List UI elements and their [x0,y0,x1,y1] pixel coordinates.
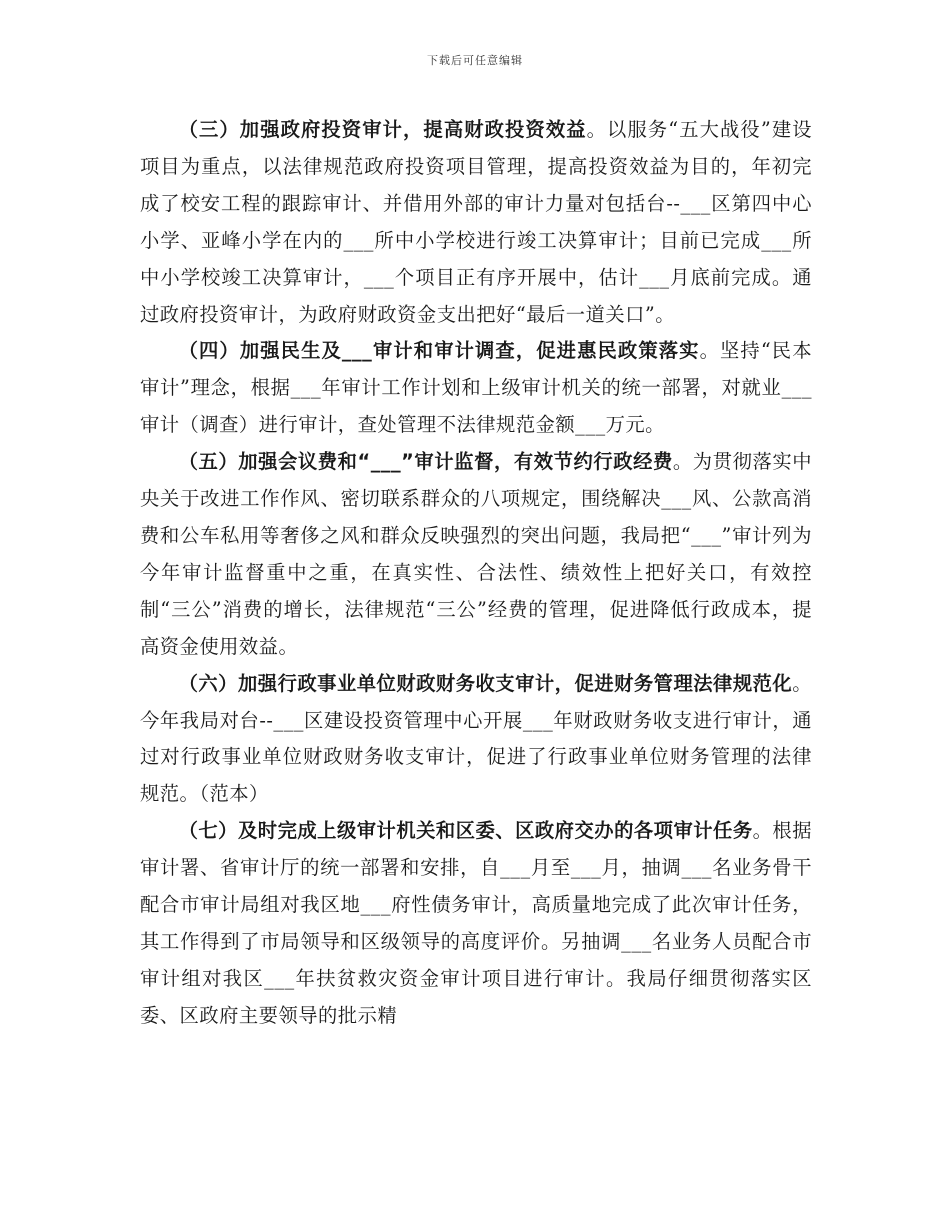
paragraph-6 [140,666,812,814]
paragraph-heading: （七）及时完成上级审计机关和区委、区政府交办的各项审计任务 [178,819,753,843]
paragraph-text: 。以服务“五大战役”建设项目为重点，以法律规范政府投资项目管理，提高投资效益为目的，年初完成了校安工程的跟踪审计、并借用外部的审计力量对包括台--___区第四中心小学、亚峰小学在内的___所中小学校进行竣工决算审计；目前已完成___所中小学校竣工决算审计，___个项目正有序开展中，估计___月底前完成。通过政府投资审计，为政府财政资金支出把好“最后一道关口”。 [140,118,812,326]
paragraph-heading: （三）加强政府投资审计，提高财政投资效益 [178,118,587,141]
document-body [140,112,812,1035]
paragraph-4 [140,333,812,444]
paragraph-3 [140,112,812,333]
paragraph-heading: （六）加强行政事业单位财政财务收支审计，促进财务管理法律规范化 [178,671,793,695]
paragraph-heading: （四）加强民生及___审计和审计调查，促进惠民政策落实 [178,339,700,363]
paragraph-text: 。根据审计署、省审计厅的统一部署和安排，自___月至___月，抽调___名业务骨干配合市审计局组对我区地___府性债务审计，高质量地完成了此次审计任务，其工作得到了市局领导和区级领导的高度评价。另抽调___名业务人员配合市审计组对我区___年扶贫救灾资金审计项目进行审计。我局仔细贯彻落实区委、区政府主要领导的批示精 [140,819,813,1027]
paragraph-text: 。为贯彻落实中央关于改进工作作风、密切联系群众的八项规定，围绕解决___风、公款高消费和公车私用等奢侈之风和群众反映强烈的突出问题，我局把“___”审计列为今年审计监督重中之重，在真实性、合法性、绩效性上把好关口，有效控制“三公”消费的增长，法律规范“三公”经费的管理，促进降低行政成本，提高资金使用效益。 [140,450,813,658]
paragraph-heading: （五）加强会议费和“___”审计监督，有效节约行政经费 [178,450,673,474]
paragraph-text: 。今年我局对台--___区建设投资管理中心开展___年财政财务收支进行审计，通过对行政事业单位财政财务收支审计，促进了行政事业单位财务管理的法律规范。（范本） [140,671,812,806]
page-header: 下载后可任意编辑 [427,54,523,67]
paragraph-text: 。坚持“民本审计”理念，根据___年审计工作计划和上级审计机关的统一部署，对就业___审计（调查）进行审计，查处管理不法律规范金额___万元。 [140,339,813,437]
paragraph-7 [140,813,812,1034]
paragraph-5 [140,444,812,665]
